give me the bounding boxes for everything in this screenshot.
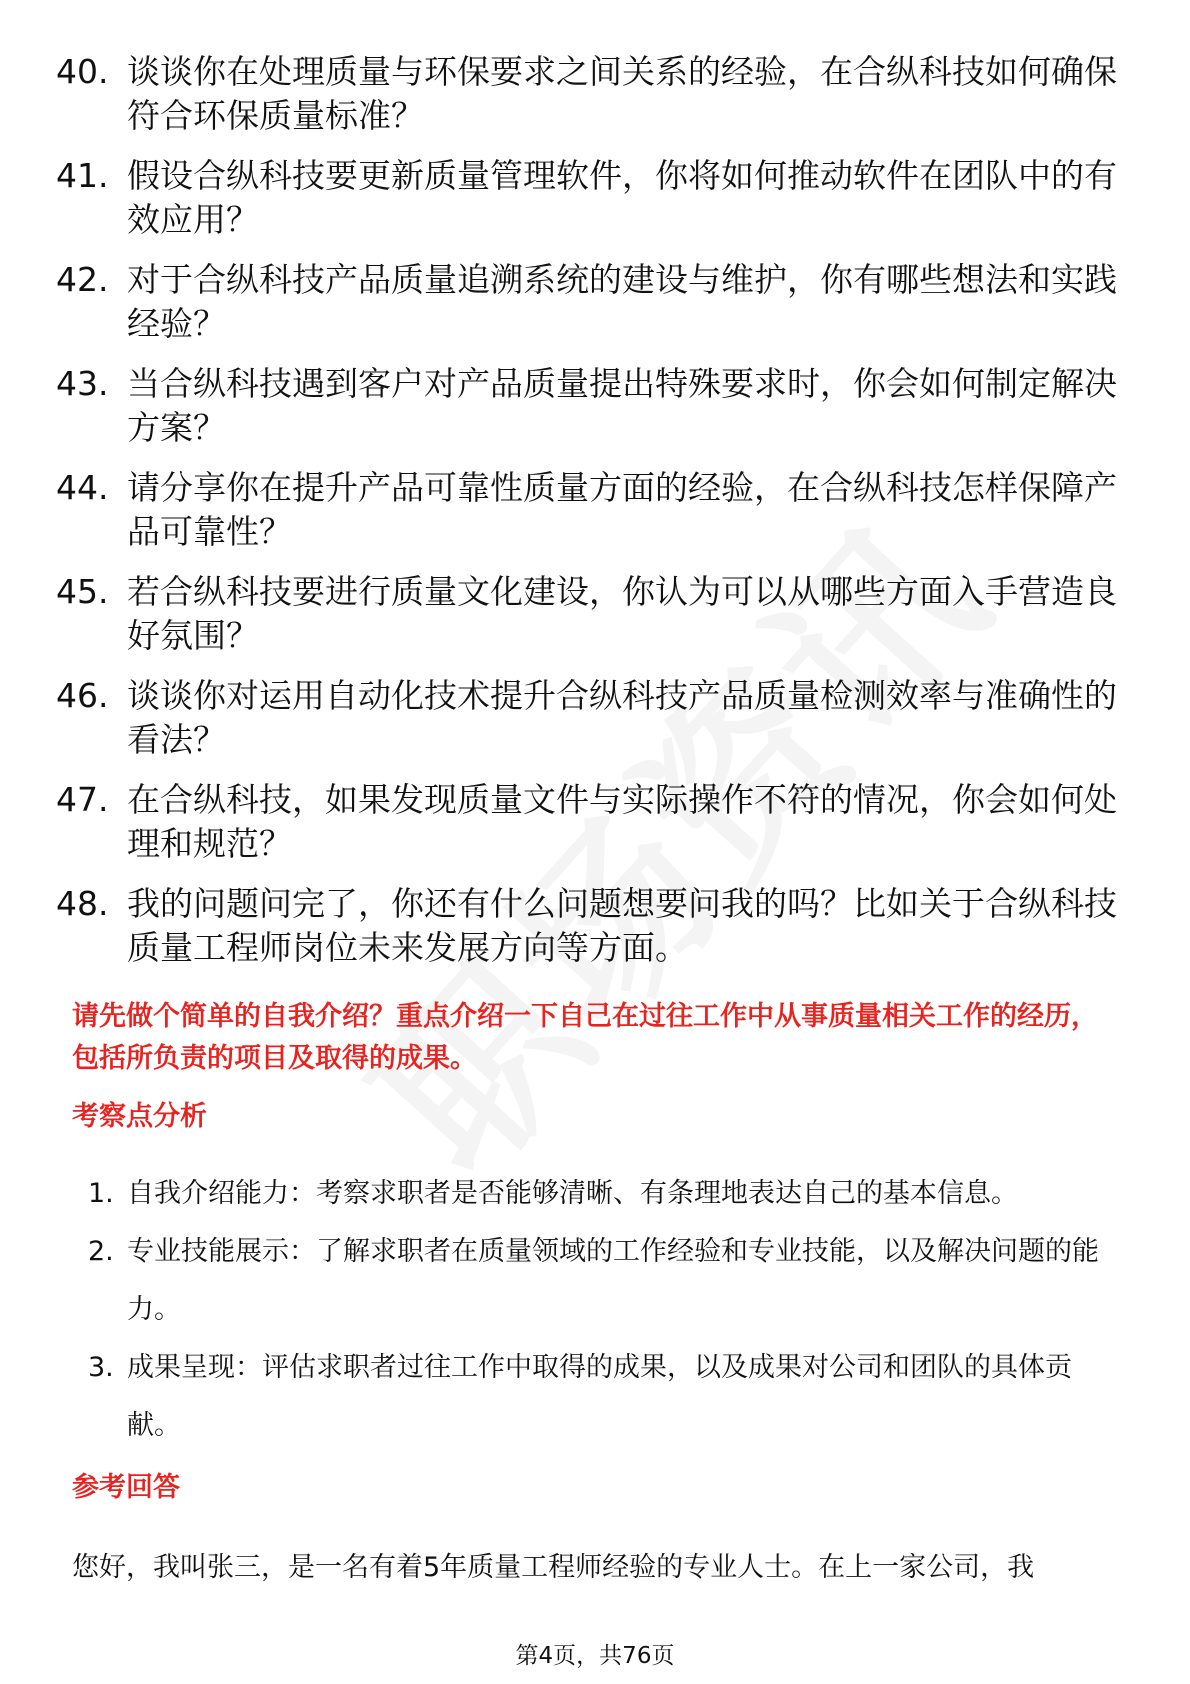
question-number: 40. [56,52,109,91]
question-number: 46. [56,676,109,715]
analysis-point [0,1223,1112,1339]
question-number: 47. [56,780,109,819]
question-item [0,882,1117,970]
question-text: 我的问题问完了，你还有什么问题想要问我的吗？比如关于合纵科技质量工程师岗位未来发展方向等方面。 [127,884,1117,967]
question-text: 请分享你在提升产品可靠性质量方面的经验，在合纵科技怎样保障产品可靠性？ [127,468,1117,551]
focus-question: 请先做个简单的自我介绍？重点介绍一下自己在过往工作中从事质量相关工作的经历，包括所负责的项目及取得的成果。 [72,1001,1098,1074]
question-number: 45. [56,572,109,611]
question-number: 48. [56,884,109,923]
question-text: 谈谈你在处理质量与环保要求之间关系的经验，在合纵科技如何确保符合环保质量标准？ [127,52,1117,135]
question-text: 在合纵科技，如果发现质量文件与实际操作不符的情况，你会如何处理和规范？ [127,780,1117,863]
question-number: 43. [56,364,109,403]
question-number: 41. [56,156,109,195]
point-text: 成果呈现：评估求职者过往工作中取得的成果，以及成果对公司和团队的具体贡献。 [127,1352,1072,1441]
question-number: 44. [56,468,109,507]
question-item [0,778,1117,866]
reference-heading: 参考回答 [72,1472,180,1503]
question-item [0,50,1117,138]
analysis-point [0,1165,1112,1223]
question-item [0,466,1117,554]
analysis-point [0,1339,1112,1455]
question-text: 当合纵科技遇到客户对产品质量提出特殊要求时，你会如何制定解决方案？ [127,364,1117,447]
point-number: 2. [88,1236,114,1267]
question-number: 42. [56,260,109,299]
analysis-heading: 考察点分析 [72,1101,207,1132]
point-text: 专业技能展示：了解求职者在质量领域的工作经验和专业技能，以及解决问题的能力。 [127,1236,1099,1325]
question-item [0,570,1117,658]
point-number: 1. [88,1178,114,1209]
question-item [0,258,1117,346]
page-footer: 第4页，共76页 [515,1643,675,1669]
point-number: 3. [88,1352,114,1383]
analysis-list [0,1165,1190,1455]
question-text: 谈谈你对运用自动化技术提升合纵科技产品质量检测效率与准确性的看法？ [127,676,1117,759]
point-text: 自我介绍能力：考察求职者是否能够清晰、有条理地表达自己的基本信息。 [127,1178,1018,1209]
question-item [0,154,1117,242]
question-item [0,674,1117,762]
question-text: 若合纵科技要进行质量文化建设，你认为可以从哪些方面入手营造良好氛围？ [127,572,1117,655]
reference-answer: 您好，我叫张三，是一名有着5年质量工程师经验的专业人士。在上一家公司，我 [72,1552,1035,1583]
question-text: 对于合纵科技产品质量追溯系统的建设与维护，你有哪些想法和实践经验？ [127,260,1117,343]
question-text: 假设合纵科技要更新质量管理软件，你将如何推动软件在团队中的有效应用？ [127,156,1117,239]
question-item [0,362,1117,450]
question-list [0,50,1190,986]
